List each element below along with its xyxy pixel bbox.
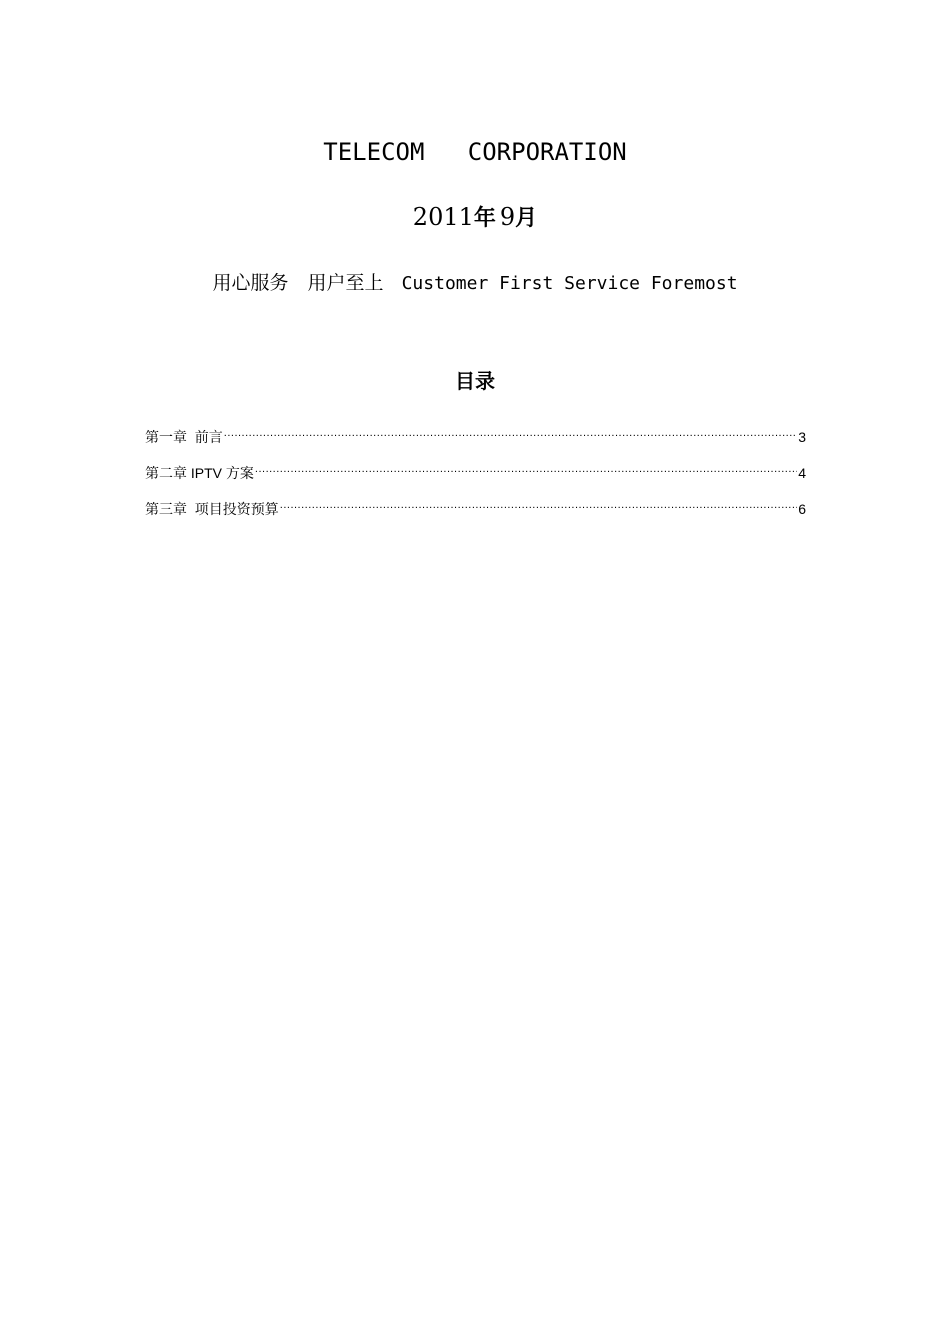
date-year: 2011 [412, 203, 474, 231]
toc-leader-dots [224, 418, 797, 442]
toc-entry-page: 4 [798, 465, 806, 481]
document-date [0, 200, 950, 236]
slogan-cn: 用心服务 用户至上 [212, 272, 384, 294]
slogan-en: Customer First Service Foremost [401, 273, 738, 294]
toc-entry-2[interactable] [145, 454, 806, 481]
toc-leader-dots [255, 454, 797, 478]
toc-entry-3[interactable] [145, 490, 806, 517]
date-month-unit: 月 [515, 206, 538, 231]
company-name: TELECOM CORPORATION [323, 138, 627, 166]
slogan [0, 268, 950, 299]
toc-entry-page: 3 [798, 429, 806, 445]
table-of-contents [145, 418, 806, 526]
toc-title: 目录 [455, 369, 495, 393]
toc-entry-page: 6 [798, 501, 806, 517]
toc-leader-dots [280, 490, 797, 514]
date-month: 9 [499, 203, 516, 231]
toc-entry-label: 第一章 前言 [145, 429, 223, 445]
toc-entry-1[interactable] [145, 418, 806, 445]
toc-entry-label: 第二章 IPTV 方案 [145, 465, 254, 481]
date-year-unit: 年 [473, 206, 496, 231]
toc-entry-label: 第三章 项目投资预算 [145, 501, 279, 517]
